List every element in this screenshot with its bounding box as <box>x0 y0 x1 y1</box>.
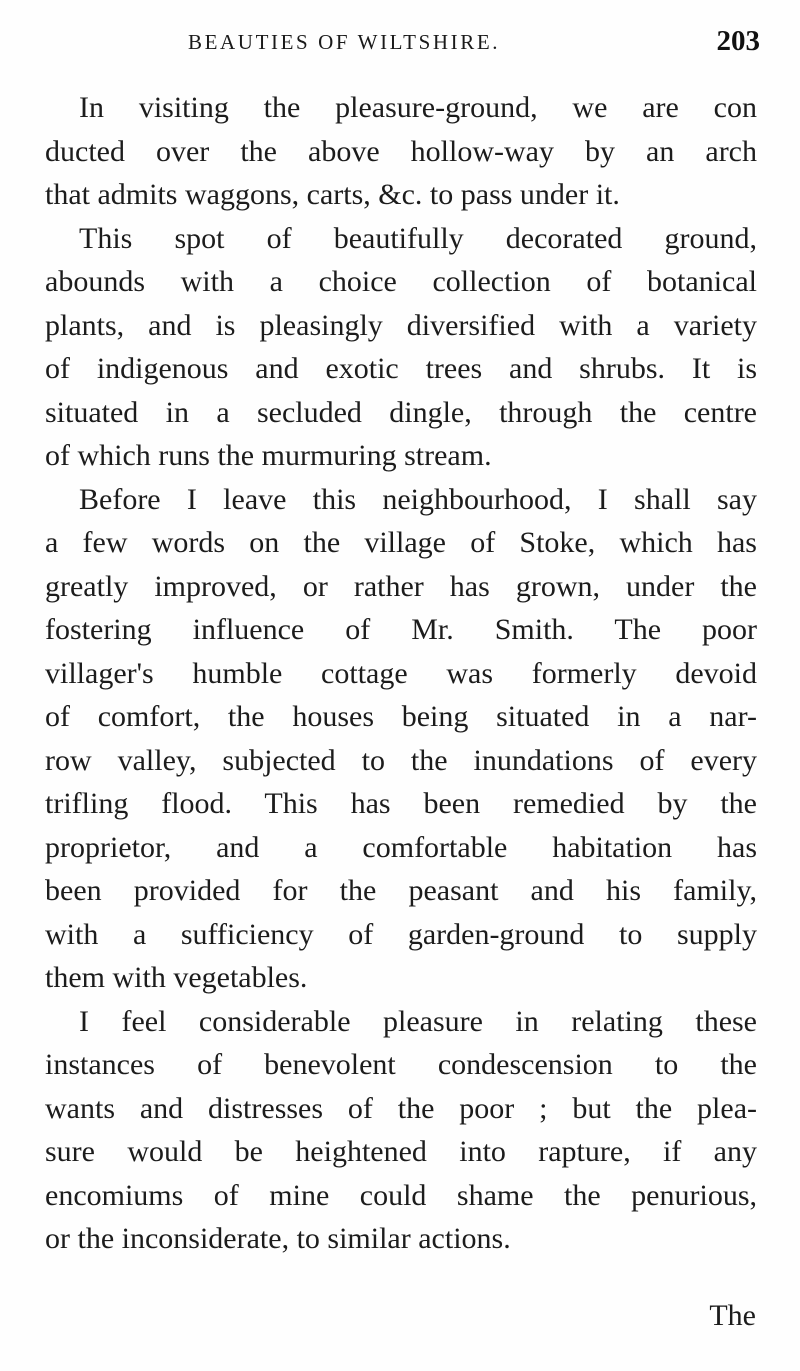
text-line: a few words on the village of Stoke, which has <box>45 526 757 559</box>
text-line: instances of benevolent condescension to the <box>45 1048 757 1081</box>
text-line: with a sufficiency of garden-ground to supply <box>45 917 757 951</box>
text-line: greatly improved, or rather has grown, under the <box>45 569 757 603</box>
text-line: of indigenous and exotic trees and shrubs. It is <box>45 352 757 385</box>
text-line: I feel considerable pleasure in relating these <box>79 1004 757 1038</box>
text-line: Before I leave this neighbourhood, I shall say <box>79 482 757 516</box>
text-line: of which runs the murmuring stream. <box>45 439 492 472</box>
text-line: encomiums of mine could shame the penurious, <box>45 1178 757 1212</box>
text-line: them with vegetables. <box>45 961 308 994</box>
paragraph-decorated-ground <box>45 217 757 478</box>
paragraph-benevolent-condescension <box>45 1000 757 1261</box>
text-line: fostering influence of Mr. Smith. The poor <box>45 613 757 646</box>
text-line: wants and distresses of the poor ; but the plea- <box>45 1091 757 1125</box>
text-line: abounds with a choice collection of botanical <box>45 265 757 298</box>
text-line: plants, and is pleasingly diversified with a variety <box>45 308 757 342</box>
text-line: that admits waggons, carts, &c. to pass under it. <box>45 178 620 211</box>
text-line: ducted over the above hollow-way by an arch <box>45 134 757 168</box>
text-line: or the inconsiderate, to similar actions. <box>45 1222 511 1255</box>
page-header <box>0 25 800 64</box>
text-line: This spot of beautifully decorated ground, <box>79 221 757 255</box>
text-line: trifling flood. This has been remedied by the <box>45 787 757 820</box>
paragraph-village-of-stoke <box>45 478 757 1000</box>
body-text <box>45 86 757 1261</box>
text-line: proprietor, and a comfortable habitation has <box>45 830 757 864</box>
text-line: sure would be heightened into rapture, if any <box>45 1135 757 1168</box>
running-title: BEAUTIES OF WILTSHIRE. <box>188 30 501 54</box>
page-number: 203 <box>716 25 760 57</box>
text-line: row valley, subjected to the inundations of every <box>45 743 757 777</box>
text-line: villager's humble cottage was formerly devoid <box>45 656 757 690</box>
text-line: been provided for the peasant and his family, <box>45 874 757 907</box>
catchword: The <box>709 1299 756 1332</box>
text-line: situated in a secluded dingle, through the centre <box>45 395 757 429</box>
text-line: of comfort, the houses being situated in a nar- <box>45 700 757 733</box>
paragraph-pleasure-ground <box>45 86 757 217</box>
text-line: In visiting the pleasure-ground, we are con <box>79 91 757 124</box>
